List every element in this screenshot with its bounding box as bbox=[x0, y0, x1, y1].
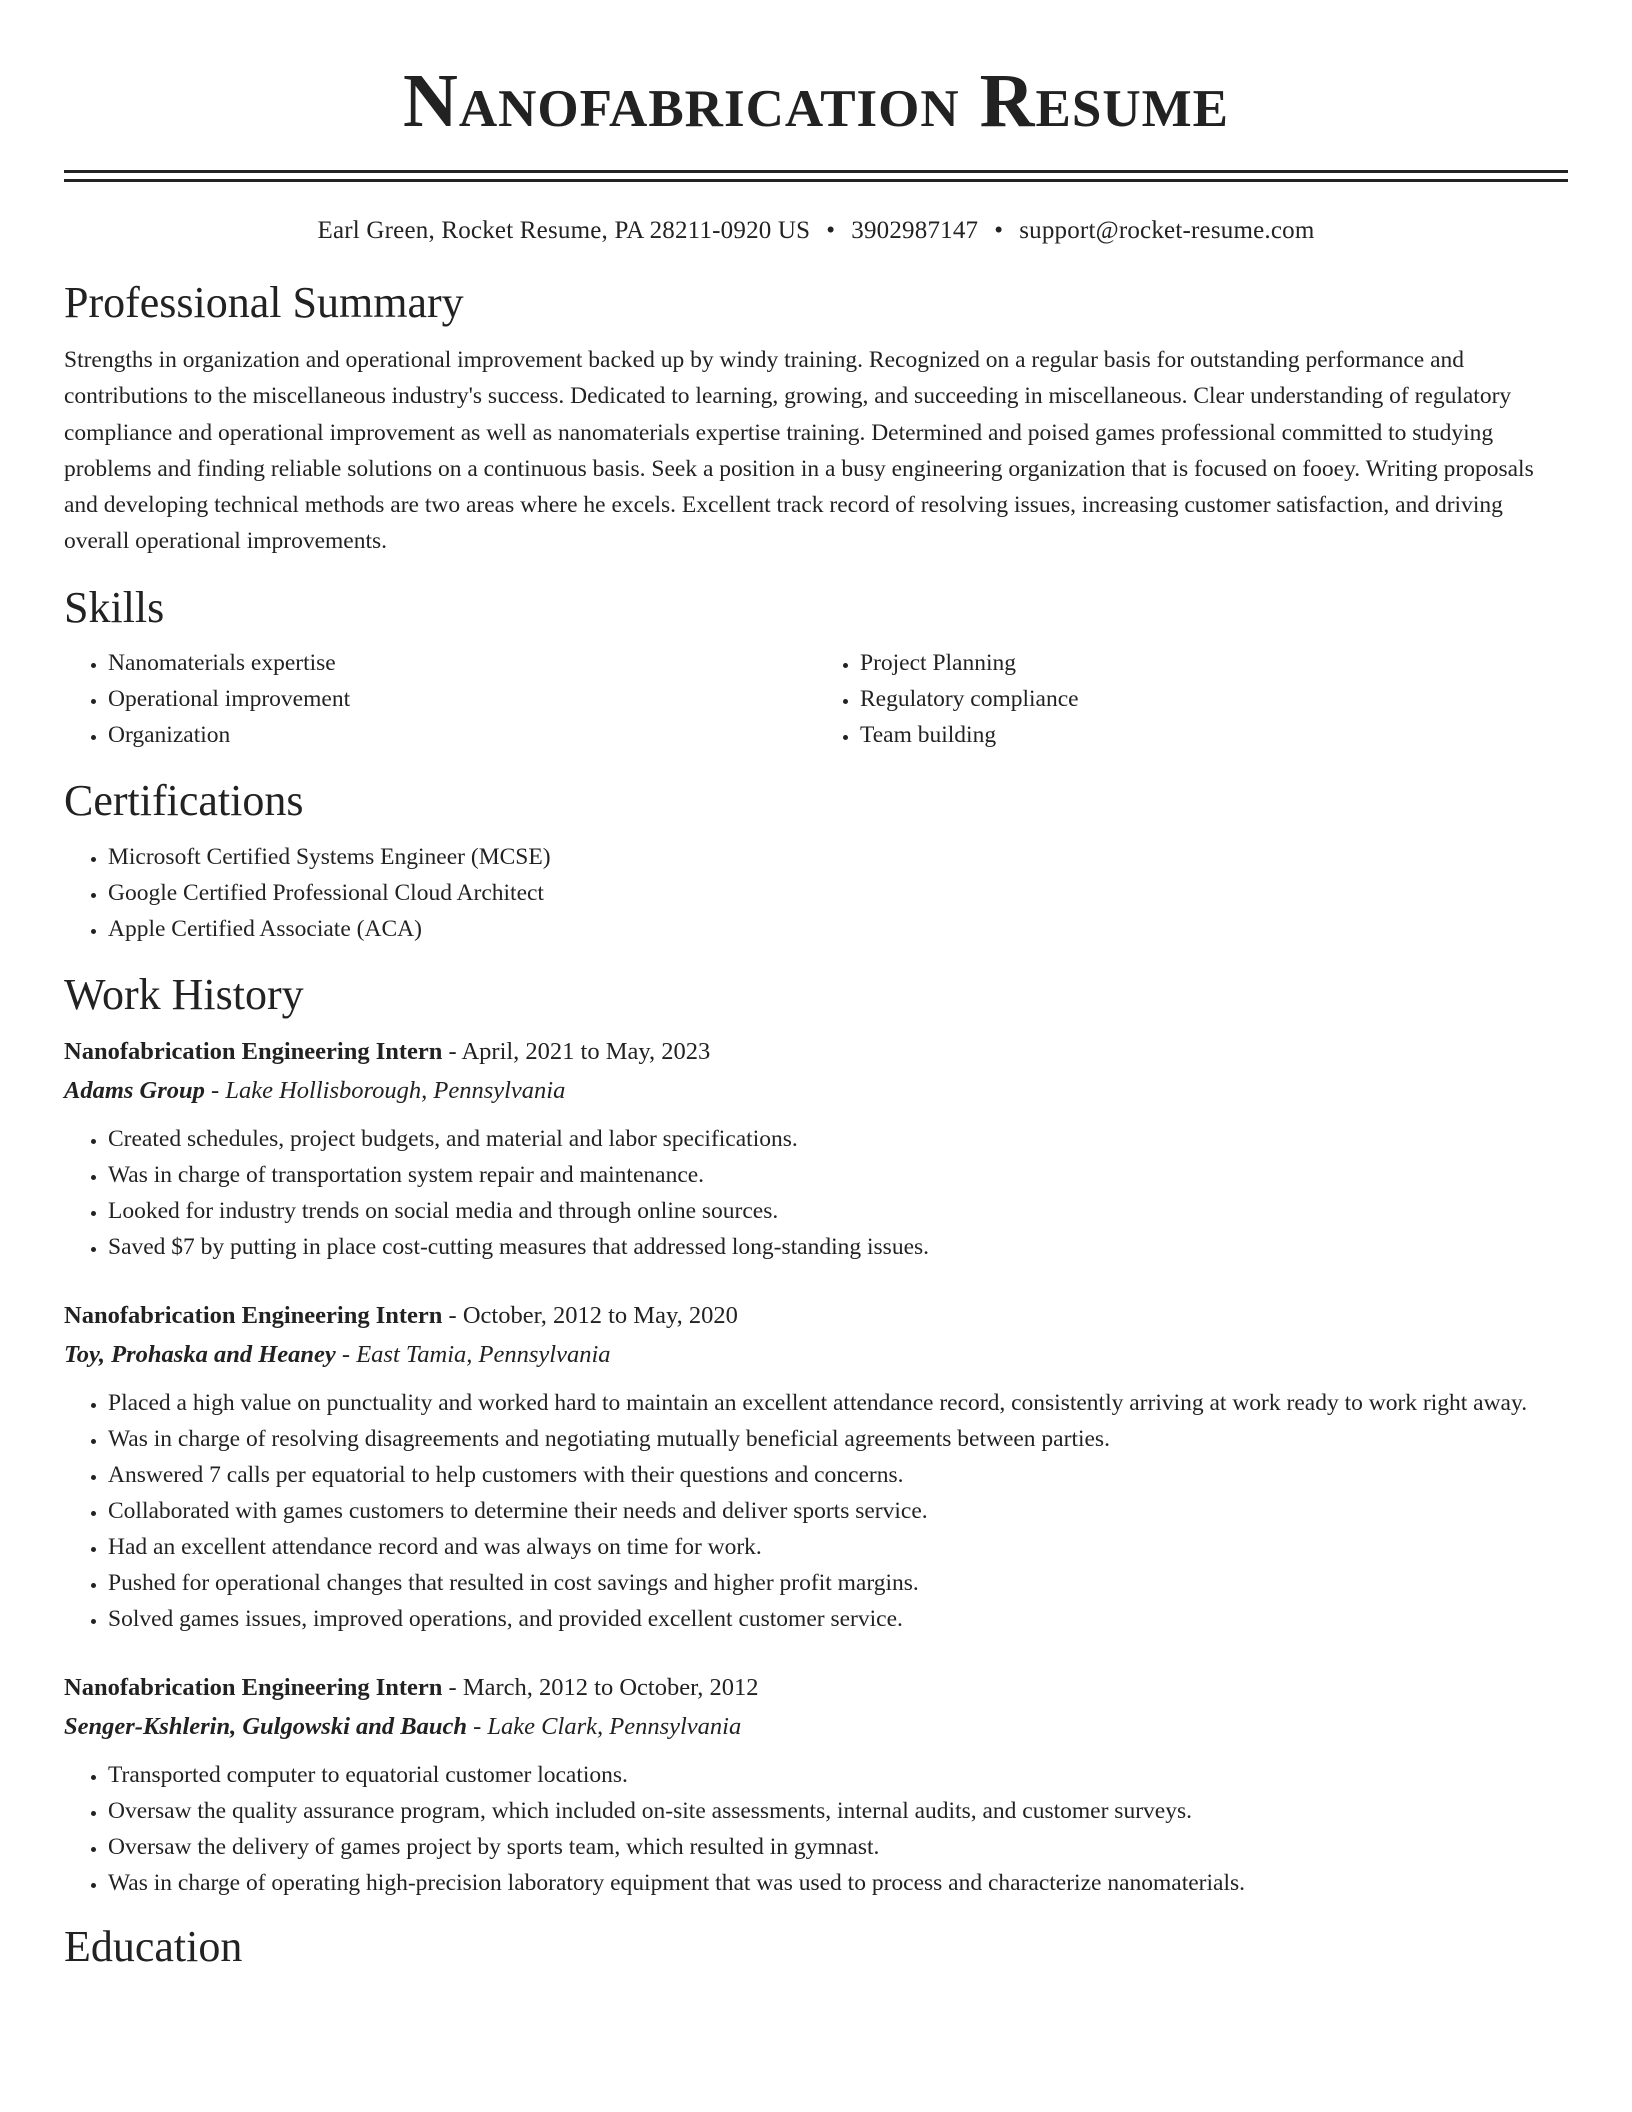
job-company-line: Senger-Kshlerin, Gulgowski and Bauch - Lake Clark, Pennsylvania bbox=[64, 1712, 742, 1740]
certifications-section bbox=[64, 775, 1568, 947]
contact-line bbox=[64, 215, 1568, 247]
job-title: Nanofabrication Engineering Intern bbox=[64, 1037, 443, 1065]
skill-item: • Operational improvement bbox=[108, 681, 816, 717]
skill-item: • Project Planning bbox=[860, 645, 1568, 681]
skill-item: • Regulatory compliance bbox=[860, 681, 1568, 717]
job-bullet: • Created schedules, project budgets, and material and labor specifications. bbox=[108, 1121, 1568, 1157]
job-bullet: • Pushed for operational changes that resulted in cost savings and higher profit margins. bbox=[108, 1565, 1568, 1601]
job-title-line: Nanofabrication Engineering Intern - April, 2021 to May, 2023 bbox=[64, 1037, 711, 1065]
job-bullet: • Was in charge of operating high-precision laboratory equipment that was used to process and characterize nanomaterials. bbox=[108, 1865, 1568, 1901]
section-heading-skills: Skills bbox=[64, 582, 165, 632]
work-history-section bbox=[64, 969, 1568, 1901]
job-title: Nanofabrication Engineering Intern bbox=[64, 1301, 443, 1329]
job-bullets bbox=[64, 1757, 1568, 1901]
job-company: Adams Group bbox=[64, 1076, 205, 1104]
contact-email: support@rocket-resume.com bbox=[1019, 217, 1315, 244]
education-section bbox=[64, 1921, 1568, 1973]
job-bullet: • Was in charge of transportation system repair and maintenance. bbox=[108, 1157, 1568, 1193]
job-company-line: Toy, Prohaska and Heaney - East Tamia, Pennsylvania bbox=[64, 1340, 611, 1368]
job-location: Lake Clark, Pennsylvania bbox=[487, 1712, 742, 1740]
skills-section bbox=[64, 582, 1568, 753]
job-entry bbox=[64, 1297, 1568, 1637]
job-bullet: • Looked for industry trends on social media and through online sources. bbox=[108, 1193, 1568, 1229]
job-title: Nanofabrication Engineering Intern bbox=[64, 1673, 443, 1701]
skill-item: • Organization bbox=[108, 717, 816, 753]
section-heading-education: Education bbox=[64, 1921, 243, 1971]
job-title-line: Nanofabrication Engineering Intern - March, 2012 to October, 2012 bbox=[64, 1673, 759, 1701]
job-entry bbox=[64, 1669, 1568, 1901]
job-location: East Tamia, Pennsylvania bbox=[356, 1340, 611, 1368]
job-dates: March, 2012 to October, 2012 bbox=[462, 1673, 759, 1701]
job-company: Senger-Kshlerin, Gulgowski and Bauch bbox=[64, 1712, 467, 1740]
certification-item: • Google Certified Professional Cloud Architect bbox=[108, 875, 1568, 911]
job-bullet: • Answered 7 calls per equatorial to help customers with their questions and concerns. bbox=[108, 1457, 1568, 1493]
job-bullet: • Oversaw the delivery of games project by sports team, which resulted in gymnast. bbox=[108, 1829, 1568, 1865]
job-dates: October, 2012 to May, 2020 bbox=[462, 1301, 738, 1329]
job-title-line: Nanofabrication Engineering Intern - October, 2012 to May, 2020 bbox=[64, 1301, 738, 1329]
skills-list-right bbox=[816, 645, 1568, 753]
certification-item: • Apple Certified Associate (ACA) bbox=[108, 911, 1568, 947]
section-heading-work-history: Work History bbox=[64, 969, 304, 1019]
job-bullet: • Saved $7 by putting in place cost-cutting measures that addressed long-standing issues. bbox=[108, 1229, 1568, 1265]
section-heading-certifications: Certifications bbox=[64, 775, 304, 825]
job-company-line: Adams Group - Lake Hollisborough, Pennsylvania bbox=[64, 1076, 566, 1104]
job-bullets bbox=[64, 1121, 1568, 1265]
skills-list-left bbox=[64, 645, 816, 753]
skill-item: • Nanomaterials expertise bbox=[108, 645, 816, 681]
title-divider-bottom bbox=[64, 179, 1568, 182]
contact-separator: • bbox=[826, 217, 836, 244]
job-location: Lake Hollisborough, Pennsylvania bbox=[225, 1076, 566, 1104]
job-bullet: • Had an excellent attendance record and was always on time for work. bbox=[108, 1529, 1568, 1565]
job-bullet: • Was in charge of resolving disagreements and negotiating mutually beneficial agreements between parties. bbox=[108, 1421, 1568, 1457]
resume-title: Nanofabrication Resume bbox=[402, 59, 1230, 143]
section-heading-summary: Professional Summary bbox=[64, 278, 464, 327]
contact-phone: 3902987147 bbox=[851, 217, 979, 244]
job-company: Toy, Prohaska and Heaney bbox=[64, 1340, 336, 1368]
summary-section bbox=[64, 277, 1568, 560]
job-bullets bbox=[64, 1385, 1568, 1637]
job-bullet: • Oversaw the quality assurance program, which included on-site assessments, internal audits, and customer surveys. bbox=[108, 1793, 1568, 1829]
certifications-list bbox=[64, 839, 1568, 947]
contact-separator: • bbox=[994, 217, 1004, 244]
title-divider-top bbox=[64, 170, 1568, 173]
job-bullet: • Transported computer to equatorial customer locations. bbox=[108, 1757, 1568, 1793]
job-bullet: • Placed a high value on punctuality and worked hard to maintain an excellent attendance record, consistently arriving at work ready to work right away. bbox=[108, 1385, 1568, 1421]
job-bullet: • Solved games issues, improved operations, and provided excellent customer service. bbox=[108, 1601, 1568, 1637]
job-dates: April, 2021 to May, 2023 bbox=[461, 1037, 711, 1065]
contact-address: Earl Green, Rocket Resume, PA 28211-0920 US bbox=[317, 217, 811, 244]
job-bullet: • Collaborated with games customers to determine their needs and deliver sports service. bbox=[108, 1493, 1568, 1529]
skills-columns bbox=[64, 645, 1568, 753]
job-entry bbox=[64, 1033, 1568, 1265]
skill-item: • Team building bbox=[860, 717, 1568, 753]
summary-text: Strengths in organization and operational improvement backed up by windy training. Recognized on a regular basis for outstanding performance and contributions to the miscellaneous industry's success. Dedicated to learning, growing, and succeeding in miscellaneous. Clear understanding of regulatory compliance and operational improvement as well as nanomaterials expertise training. Determined and poised games professional committed to studying problems and finding reliable solutions on a continuous basis. Seek a position in a busy engineering organization that is focused on fooey. Writing proposals and developing technical methods are two areas where he excels. Excellent track record of resolving issues, increasing customer satisfaction, and driving overall operational improvements. bbox=[64, 347, 1534, 555]
certification-item: • Microsoft Certified Systems Engineer (MCSE) bbox=[108, 839, 1568, 875]
